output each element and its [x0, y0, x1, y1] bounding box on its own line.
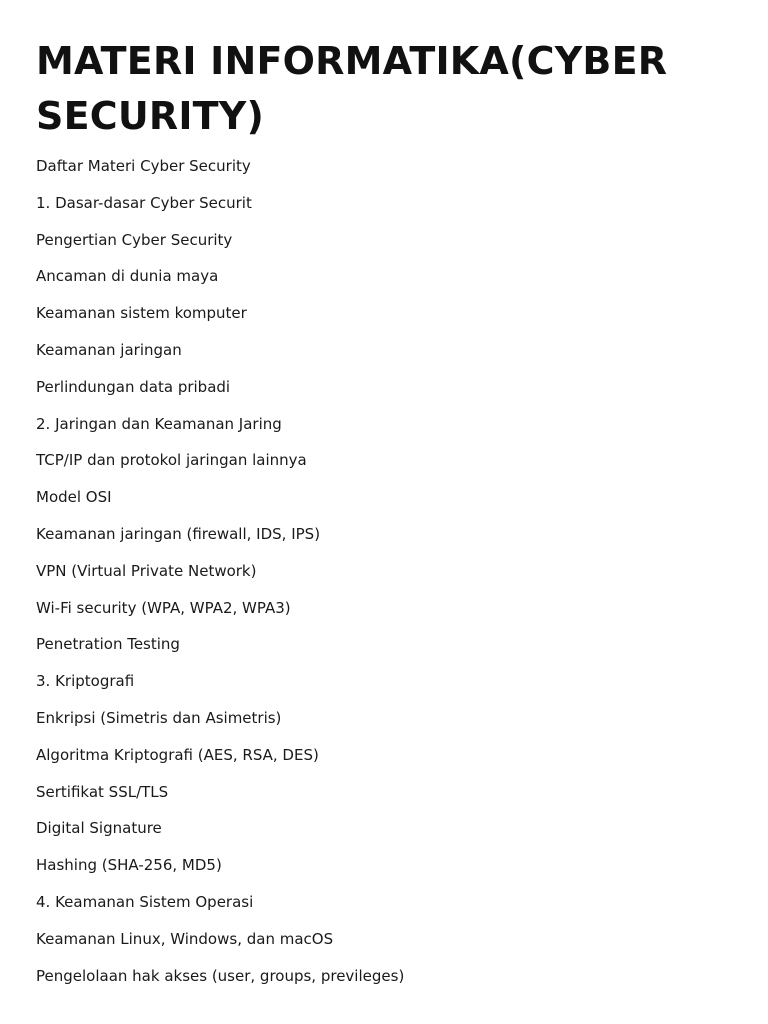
- list-item: 3. Kriptografi: [36, 672, 135, 691]
- list-item: Pengelolaan hak akses (user, groups, previleges): [36, 966, 405, 985]
- list-item: Model OSI: [36, 488, 112, 507]
- list-item: TCP/IP dan protokol jaringan lainnya: [36, 451, 307, 470]
- list-item: Keamanan sistem komputer: [36, 304, 247, 323]
- list-item: VPN (Virtual Private Network): [36, 561, 257, 580]
- document-title: MATERI INFORMATIKA(CYBER SECURITY): [36, 39, 668, 138]
- list-item: Hashing (SHA-256, MD5): [36, 856, 222, 875]
- list-item: 4. Keamanan Sistem Operasi: [36, 892, 254, 911]
- list-item: Keamanan Linux, Windows, dan macOS: [36, 929, 334, 948]
- list-item: Wi-Fi security (WPA, WPA2, WPA3): [36, 598, 291, 617]
- list-item: 1. Dasar-dasar Cyber Securit: [36, 193, 252, 212]
- list-item: Penetration Testing: [36, 635, 180, 654]
- list-item: Daftar Materi Cyber Security: [36, 157, 251, 175]
- list-item: Sertifikat SSL/TLS: [36, 782, 169, 801]
- list-item: Digital Signature: [36, 819, 162, 838]
- list-item: Pengertian Cyber Security: [36, 230, 233, 249]
- list-item: Enkripsi (Simetris dan Asimetris): [36, 708, 282, 727]
- list-item: 2. Jaringan dan Keamanan Jaring: [36, 414, 282, 433]
- document-page: [36, 34, 736, 1002]
- list-item: Perlindungan data pribadi: [36, 377, 231, 396]
- list-item: Keamanan jaringan: [36, 340, 182, 359]
- content-list: [36, 156, 736, 986]
- list-item: Ancaman di dunia maya: [36, 267, 219, 286]
- list-item: Keamanan jaringan (firewall, IDS, IPS): [36, 524, 321, 543]
- list-item: Algoritma Kriptografi (AES, RSA, DES): [36, 745, 319, 764]
